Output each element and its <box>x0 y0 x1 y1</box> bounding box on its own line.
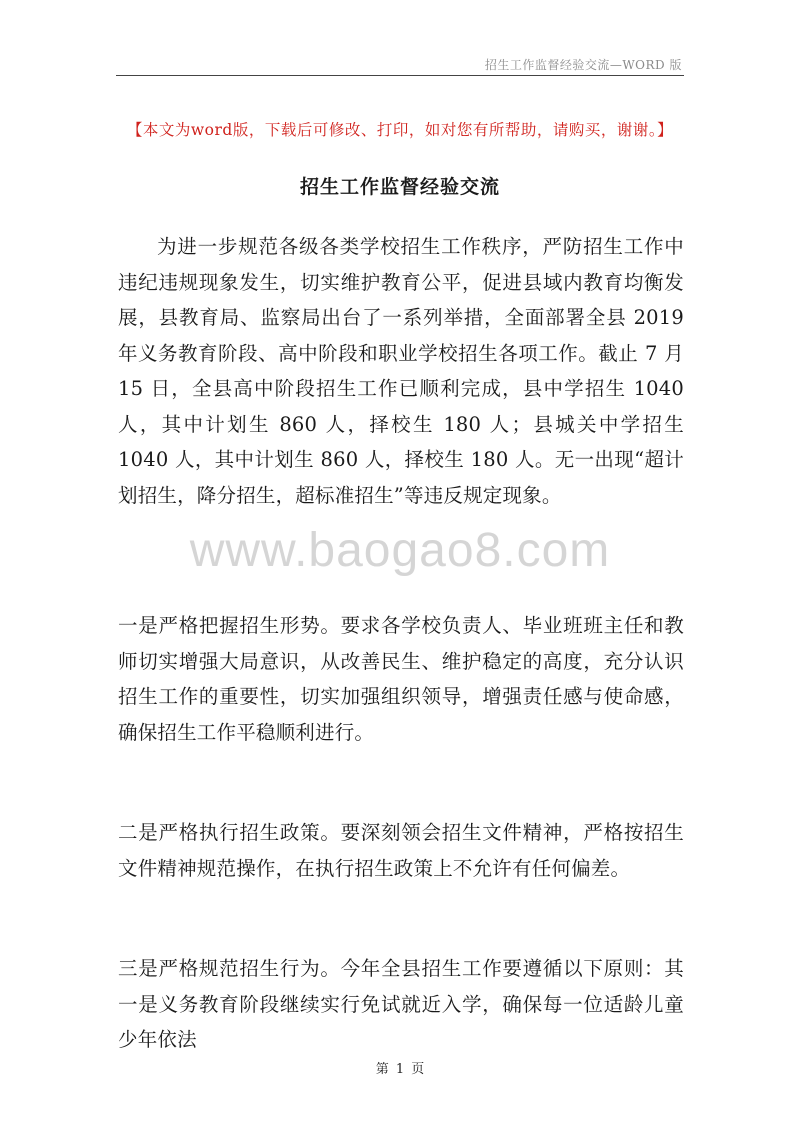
page-number: 第 1 页 <box>375 1062 425 1077</box>
download-notice: 【本文为word版，下载后可修改、打印，如对您有所帮助，请购买，谢谢。】 <box>126 121 674 139</box>
document-title: 招生工作监督经验交流 <box>299 176 500 198</box>
paragraph-point-two: 二是严格执行招生政策。要深刻领会招生文件精神，严格按招生文件精神规范操作，在执行招生政策上不允许有任何偏差。 <box>118 821 684 880</box>
paragraph-point-three: 三是严格规范招生行为。今年全县招生工作要遵循以下原则：其一是义务教育阶段继续实行免试就近入学，确保每一位适龄儿童少年依法 <box>118 957 684 1051</box>
paragraph-intro: 为进一步规范各级各类学校招生工作秩序，严防招生工作中违纪违规现象发生，切实维护教育公平，促进县域内教育均衡发展，县教育局、监察局出台了一系列举措，全面部署全县 2019 年义务教育阶段、高中阶段和职业学校招生各项工作。截止 7 月 15 日，全县高中阶段招生工作已顺利完成，县中学招生 1040 人，其中计划生 860 人，择校生 180 人；县城关中学招生 1040 人，其中计划生 860 人，择校生 180 人。无一出现“超计划招生，降分招生，超标准招生”等违反规定现象。 <box>118 235 684 507</box>
header-divider <box>116 75 684 76</box>
running-header: 招生工作监督经验交流—WORD 版 <box>484 58 682 72</box>
watermark: www.baogao8.com <box>189 524 611 577</box>
paragraph-point-one: 一是严格把握招生形势。要求各学校负责人、毕业班班主任和教师切实增强大局意识，从改善民生、维护稳定的高度，充分认识招生工作的重要性，切实加强组织领导，增强责任感与使命感，确保招生工作平稳顺利进行。 <box>118 614 684 744</box>
